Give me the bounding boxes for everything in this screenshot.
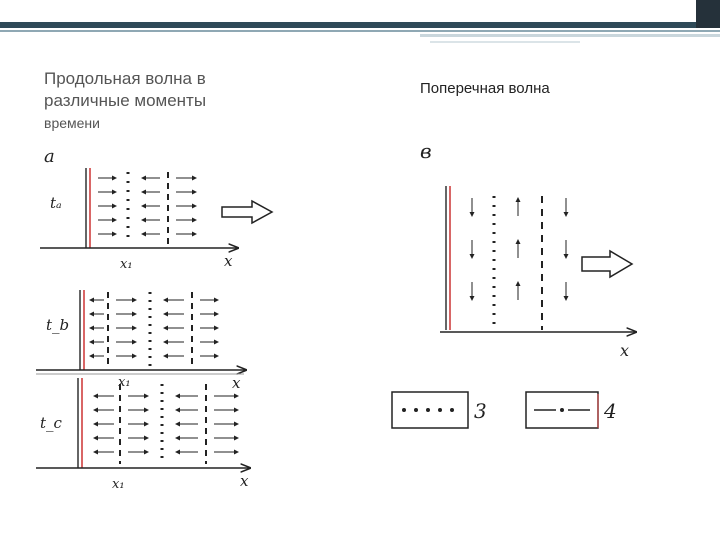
legend-4-number: 4 [604,399,617,423]
moment-b-x1-label: x₁ [118,375,131,390]
transverse-arrows [472,198,566,300]
moment-c-label: t_c [40,414,62,432]
title-line-3: времени [44,115,100,131]
legend-item-3 [392,392,487,428]
transverse-panel [420,139,636,360]
moment-a-x1-label: x₁ [120,257,133,272]
transverse-wave-title: Поперечная волна [420,80,550,97]
moment-a-axis-label: x [224,252,233,270]
title-line-1: Продольная волна в [44,69,206,88]
moment-b-label: t_b [46,316,70,334]
moment-c-x1-label: x₁ [112,477,125,492]
moment-b-panel [36,290,246,392]
moment-a-propagation-arrow [222,201,272,223]
moment-b-arrows [90,300,218,356]
title-line-2: различные моменты [44,91,207,110]
moment-a-panel [40,168,272,272]
moment-c-axis-label: x [240,472,249,490]
moment-a-arrows [98,178,196,234]
right-panel-label: в [420,139,432,163]
moment-b-axis-label: x [232,374,241,392]
moment-a-label: tₐ [50,194,62,212]
transverse-axis-label: x [620,341,630,360]
legend-item-4 [526,392,617,428]
moment-c-panel [36,374,250,492]
moment-c-arrows [94,396,238,452]
transverse-propagation-arrow [582,251,632,277]
legend-3-number: 3 [474,399,487,423]
left-panel-label: a [44,146,55,167]
